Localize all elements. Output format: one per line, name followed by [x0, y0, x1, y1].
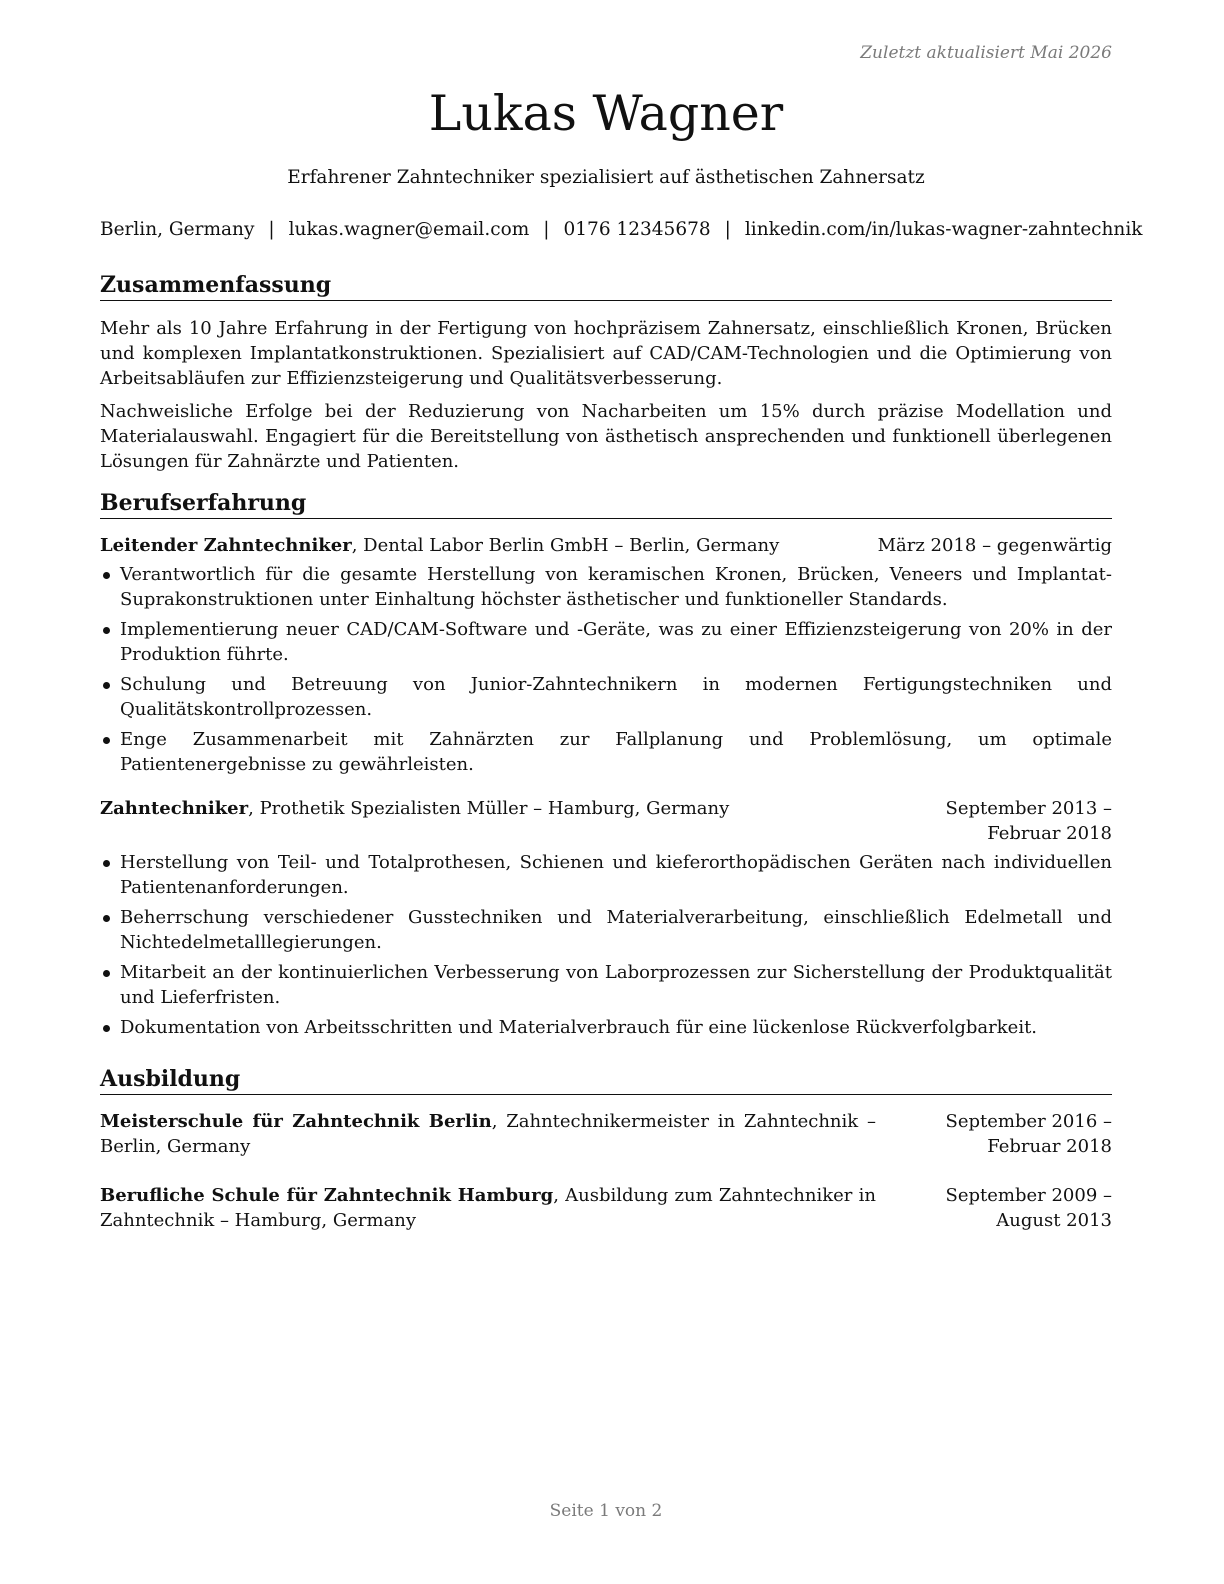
job-bullets — [100, 850, 1112, 1040]
list-item: Mitarbeit an der kontinuierlichen Verbesserung von Laborprozessen zur Sicherstellung der Produktqualität und Lieferfristen. — [100, 960, 1112, 1010]
job-entry — [100, 796, 1112, 1040]
contact-separator: | — [543, 219, 550, 240]
bullet-icon — [103, 860, 110, 867]
section-title-education: Ausbildung — [100, 1065, 1112, 1095]
job-role: Leitender Zahntechniker — [100, 535, 352, 556]
job-employer: , Prothetik Spezialisten Müller – Hamburg, Germany — [248, 798, 730, 819]
bullet-icon — [103, 970, 110, 977]
education-section — [100, 1065, 1112, 1233]
section-title-summary: Zusammenfassung — [100, 271, 1112, 301]
education-entry — [100, 1183, 1112, 1233]
education-dates: September 2016 – Februar 2018 — [945, 1111, 1112, 1157]
experience-section — [100, 489, 1112, 1045]
job-role: Zahntechniker — [100, 798, 249, 819]
education-school: Meisterschule für Zahntechnik Berlin — [100, 1111, 492, 1132]
section-title-experience: Berufserfahrung — [100, 489, 1112, 519]
education-school: Berufliche Schule für Zahntechnik Hamburg — [100, 1185, 554, 1206]
bullet-icon — [103, 737, 110, 744]
education-entry — [100, 1109, 1112, 1159]
bullet-icon — [103, 572, 110, 579]
job-employer: , Dental Labor Berlin GmbH – Berlin, Germany — [351, 535, 780, 556]
summary-paragraph: Nachweisliche Erfolge bei der Reduzierung von Nacharbeiten um 15% durch präzise Modellation und Materialauswahl. Engagiert für die Bereitstellung von ästhetisch ansprechenden und funktionell überlegenen Lösungen für Zahnärzte und Patienten. — [100, 401, 1112, 472]
bullet-icon — [103, 627, 110, 634]
job-bullets — [100, 562, 1112, 777]
contact-separator: | — [268, 219, 275, 240]
bullet-icon — [103, 1025, 110, 1032]
tagline: Erfahrener Zahntechniker spezialisiert auf ästhetischen Zahnersatz — [287, 167, 925, 188]
bullet-icon — [103, 682, 110, 689]
list-item: Herstellung von Teil- und Totalprothesen, Schienen und kieferorthopädischen Geräten nach individuellen Patientenanforderungen. — [100, 850, 1112, 900]
page-number: Seite 1 von 2 — [549, 1501, 663, 1521]
list-item: Schulung und Betreuung von Junior-Zahntechnikern in modernen Fertigungstechniken und Qualitätskontrollprozessen. — [100, 672, 1112, 722]
job-entry — [100, 533, 1112, 777]
bullet-icon — [103, 915, 110, 922]
resume-page — [100, 0, 1143, 1584]
education-dates: September 2009 – August 2013 — [945, 1185, 1112, 1231]
education-degree: , Ausbildung zum Zahntechniker in Zahntechnik – Hamburg, Germany — [100, 1185, 876, 1231]
job-header — [100, 796, 1112, 846]
summary-paragraph: Mehr als 10 Jahre Erfahrung in der Fertigung von hochpräzisem Zahnersatz, einschließlich Kronen, Brücken und komplexen Implantatkonstruktionen. Spezialisiert auf CAD/CAM-Technologien und die Optimierung von Arbeitsabläufen zur Effizienzsteigerung und Qualitätsverbesserung. — [100, 318, 1112, 389]
list-item: Dokumentation von Arbeitsschritten und Materialverbrauch für eine lückenlose Rückverfolgbarkeit. — [100, 1015, 1112, 1040]
job-dates: März 2018 – gegenwärtig — [877, 535, 1112, 556]
list-item: Beherrschung verschiedener Gusstechniken und Materialverarbeitung, einschließlich Edelmetall und Nichtedelmetalllegierungen. — [100, 905, 1112, 955]
contact-email[interactable]: lukas.wagner@email.com — [288, 219, 530, 240]
contact-phone: 0176 12345678 — [563, 219, 711, 240]
contact-separator: | — [724, 219, 731, 240]
contact-line — [100, 219, 1143, 240]
last-updated: Zuletzt aktualisiert Mai 2026 — [860, 43, 1112, 63]
summary-section — [100, 271, 1112, 474]
education-degree: , Zahntechnikermeister in Zahntechnik – Berlin, Germany — [100, 1111, 876, 1157]
person-name: Lukas Wagner — [428, 85, 784, 142]
list-item: Verantwortlich für die gesamte Herstellung von keramischen Kronen, Brücken, Veneers und Implantat-Suprakonstruktionen unter Einhaltung höchster ästhetischer und funktioneller Standards. — [100, 562, 1112, 612]
list-item: Implementierung neuer CAD/CAM-Software und -Geräte, was zu einer Effizienzsteigerung von 20% in der Produktion führte. — [100, 617, 1112, 667]
job-header — [100, 533, 1112, 558]
job-dates: September 2013 – Februar 2018 — [945, 798, 1112, 844]
contact-location: Berlin, Germany — [100, 219, 255, 240]
contact-linkedin[interactable]: linkedin.com/in/lukas-wagner-zahntechnik — [744, 219, 1143, 240]
list-item: Enge Zusammenarbeit mit Zahnärzten zur Fallplanung und Problemlösung, um optimale Patientenergebnisse zu gewährleisten. — [100, 727, 1112, 777]
